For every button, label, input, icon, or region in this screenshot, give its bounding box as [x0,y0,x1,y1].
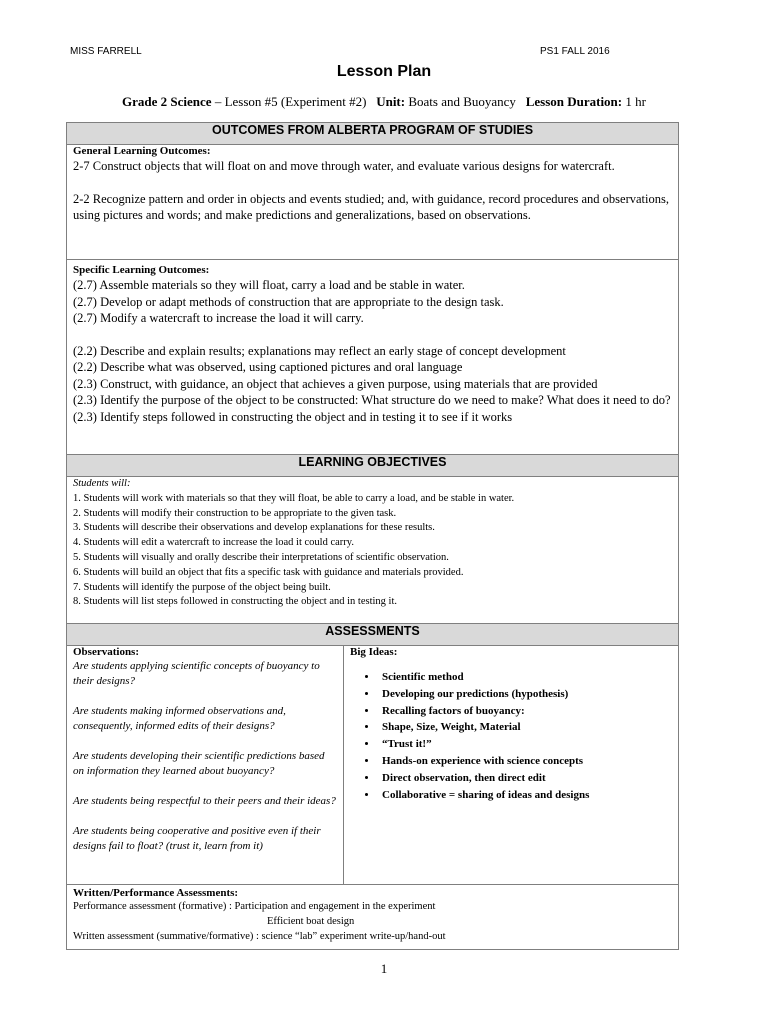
objective-item: 7. Students will identify the purpose of the object being built. [73,581,331,593]
specific-outcome-item: (2.2) Describe what was observed, using captioned pictures and oral language [73,360,463,374]
general-outcome-item: 2-7 Construct objects that will float on and move through water, and evaluate various designs for watercraft. [73,159,615,173]
written-assessments-label: Written/Performance Assessments: [73,887,239,899]
assessments-heading: ASSESSMENTS [67,624,679,646]
outcomes-heading: OUTCOMES FROM ALBERTA PROGRAM OF STUDIES [67,123,679,145]
grade-label: Grade 2 Science [122,94,212,109]
big-ideas-label: Big Ideas: [350,646,398,658]
duration-label: Lesson Duration: [525,94,623,109]
big-idea-item: • Developing our predictions (hypothesis) [378,686,672,703]
big-idea-item: • Collaborative = sharing of ideas and designs [378,787,672,804]
page-title: Lesson Plan [336,63,432,80]
observations-cell [67,646,344,885]
observation-question: Are students being respectful to their peers and their ideas? [73,795,336,807]
specific-outcome-item: (2.7) Modify a watercraft to increase the load it will carry. [73,311,364,325]
big-idea-item: • Scientific method [378,669,672,686]
objective-item: 2. Students will modify their construction to be appropriate to the given task. [73,507,397,519]
big-idea-item: • Shape, Size, Weight, Material [378,719,672,736]
big-idea-item: • Direct observation, then direct edit [378,770,672,787]
objective-item: 3. Students will describe their observations and develop explanations for these results. [73,522,435,534]
specific-outcome-item: (2.2) Describe and explain results; explanations may reflect an early stage of concept development [73,343,566,358]
big-ideas-cell [344,646,679,885]
big-idea-item: • “Trust it!” [378,736,672,753]
specific-outcome-item: (2.3) Identify steps followed in constructing the object and in testing it to see if it works [73,409,513,424]
general-outcomes-label: General Learning Outcomes: [73,145,211,157]
written-assessment-line: Written assessment (summative/formative) : science “lab” experiment write-up/hand-out [73,930,446,942]
observation-question: Are students making informed observations and, consequently, informed edits of their designs? [73,705,286,732]
general-outcome-item: 2-2 Recognize pattern and order in objects and events studied; and, with guidance, record procedures and observations, using pictures and words; and make predictions and generalizations, based on observations. [73,191,669,222]
unit-value: Boats and Buoyancy [405,94,516,109]
objective-item: 6. Students will build an object that fits a specific task with guidance and materials provided. [73,566,464,578]
observation-question: Are students applying scientific concepts of buoyancy to their designs? [73,660,320,687]
written-assessments-cell [67,885,679,950]
written-assessment-line: Performance assessment (formative) : Participation and engagement in the experiment [73,901,436,912]
page-number: 1 [380,961,388,976]
specific-outcome-item: (2.7) Develop or adapt methods of construction that are appropriate to the design task. [73,294,504,309]
lesson-plan-table [66,122,679,950]
general-outcomes-cell [67,145,679,260]
objectives-intro: Students will: [73,478,131,489]
specific-outcome-item: (2.3) Identify the purpose of the object to be constructed: What structure do we need to make? What does it need to do? [73,393,671,407]
specific-outcome-item: (2.3) Construct, with guidance, an object that achieves a given purpose, using materials that are provided [73,376,598,391]
observation-question: Are students being cooperative and positive even if their designs fail to float? (trust it, learn from it) [73,825,321,852]
objective-item: 5. Students will visually and orally describe their interpretations of scientific observation. [73,551,449,563]
lesson-info-line [0,94,768,110]
lesson-number: – Lesson #5 (Experiment #2) [211,94,367,109]
objective-item: 8. Students will list steps followed in constructing the object and in testing it. [73,596,398,608]
header-teacher-name: MISS FARRELL [70,46,142,57]
objective-item: 1. Students will work with materials so that they will float, be able to carry a load, and be stable in water. [73,492,515,504]
big-ideas-list [350,669,672,803]
written-assessment-line: Efficient boat design [267,915,355,927]
observations-label: Observations: [73,646,139,658]
specific-outcomes-label: Specific Learning Outcomes: [73,264,210,276]
duration-value: 1 hr [622,94,646,109]
objectives-heading: LEARNING OBJECTIVES [67,455,679,477]
big-idea-item: • Hands-on experience with science concepts [378,753,672,770]
specific-outcomes-cell [67,260,679,455]
header-course-term: PS1 FALL 2016 [540,46,610,57]
observation-question: Are students developing their scientific predictions based on information they learned about buoyancy? [73,750,325,777]
unit-label: Unit: [376,94,406,109]
objective-item: 4. Students will edit a watercraft to increase the load it could carry. [73,537,354,549]
big-idea-item: • Recalling factors of buoyancy: [378,703,672,720]
specific-outcome-item: (2.7) Assemble materials so they will float, carry a load and be stable in water. [73,278,465,292]
objectives-cell [67,477,679,624]
